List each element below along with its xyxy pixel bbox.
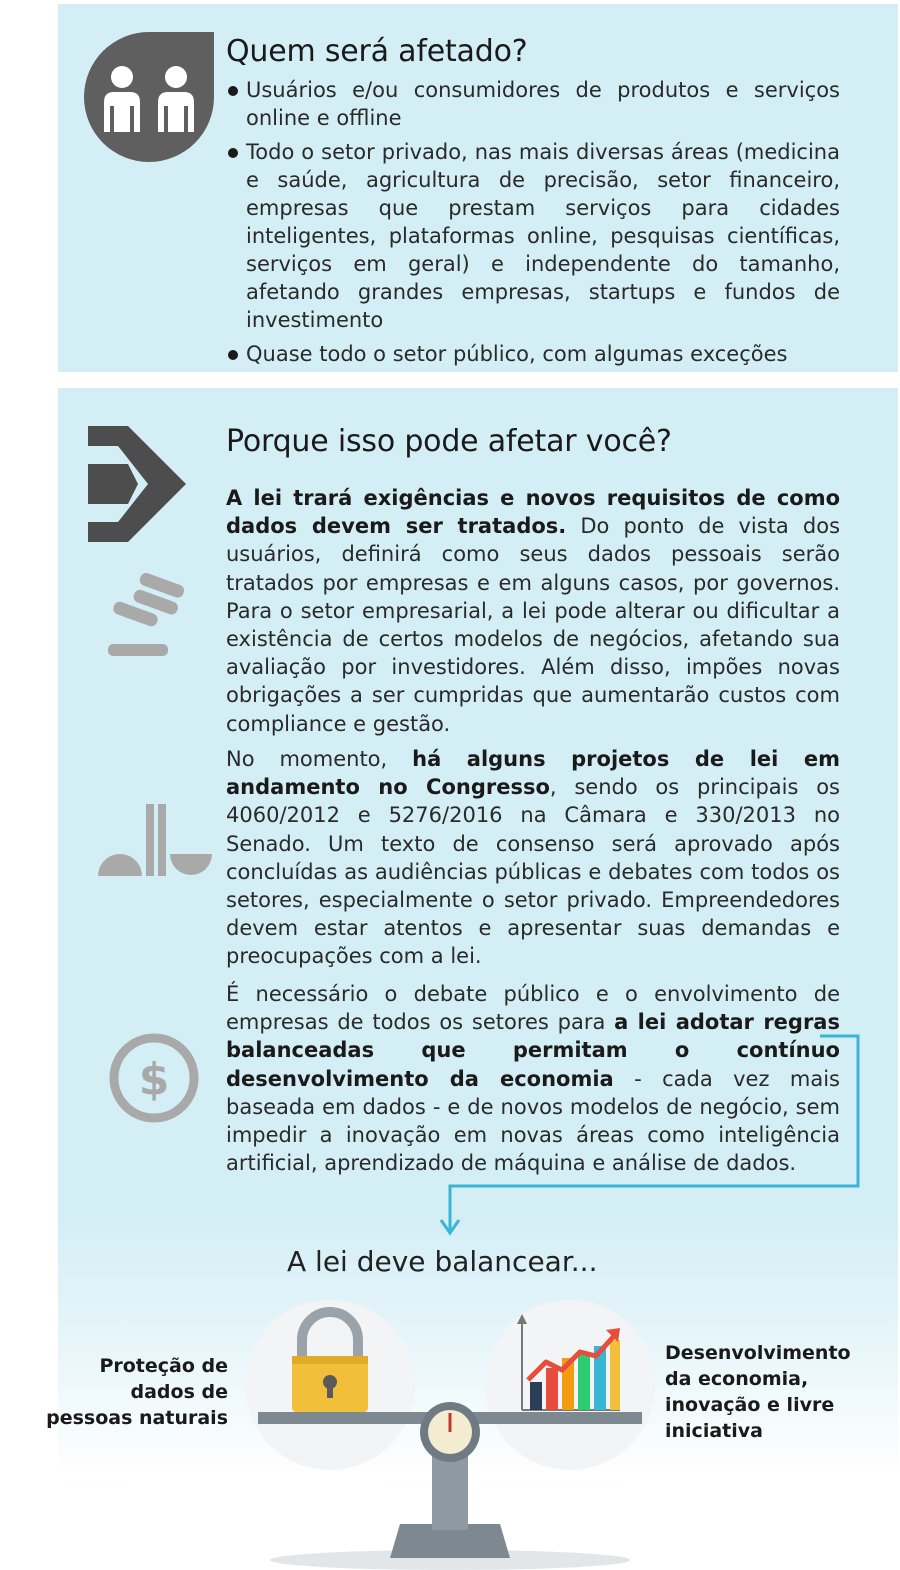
balance-scale-illustration [240, 1300, 660, 1570]
paragraph-text: Do ponto de vista dos usuários, definirá como seus dados pessoais serão tratados por empresas e em alguns casos, por governos. Para o setor empresarial, a lei pode alterar ou dificultar a existência de certos modelos de negócios, afetando sua avaliação por investidores. Além disso, impões novas obrigações a ser cumpridas que aumentarão custos com compliance e gestão. [226, 514, 841, 736]
affected-title: Quem será afetado? [226, 34, 528, 69]
right-label: Desenvolvimento da economia, inovação e livre iniciativa [665, 1342, 851, 1442]
paragraph-text: No momento, [226, 747, 413, 771]
left-label: Proteção de dados de pessoas naturais [46, 1355, 228, 1429]
list-item: Usuários e/ou consumidores de produtos e serviços online e offline [226, 76, 840, 132]
paragraph-bold: há alguns projetos de lei em andamento no Congresso [226, 747, 841, 800]
balance-title: A lei deve balancear... [287, 1245, 598, 1278]
list-item: Quase todo o setor público, com algumas exceções [226, 340, 840, 368]
scale-pans-icon [96, 800, 214, 878]
list-item: Todo o setor privado, nas mais diversas áreas (medicina e saúde, agricultura de precisão, setor financeiro, empresas que prestam serviços para cidades inteligentes, plataformas online, pesquisas científicas, serviços em geral) e independente do tamanho, afetando grandes empresas, startups e fundos de investimento [226, 138, 840, 334]
arrow-right-icon [88, 426, 188, 544]
connector-arrow [440, 1034, 864, 1240]
dollar-coin-icon [108, 1032, 200, 1124]
affected-list [226, 76, 840, 374]
paragraph-text: , sendo os principais os 4060/2012 e 5276/2016 na Câmara e 330/2013 no Senado. Um texto de consenso será aprovado após concluídas as audiências públicas e debates com todos os setores, especialmente o setor privado. Empreendedores devem estar atentos e apresentar suas demandas e preocupações com a lei. [226, 775, 840, 969]
paragraph-text: É necessário o debate público e o envolvimento de empresas de todos os setores para [226, 982, 840, 1035]
people-icon [84, 32, 214, 162]
gavel-icon [104, 572, 194, 662]
paragraph-bold: a lei adotar regras balanceadas que permitam o contínuo desenvolvimento da economia [226, 1010, 840, 1091]
paragraph-bold: A lei trará exigências e novos requisitos de como dados devem ser tratados. [226, 486, 840, 539]
paragraph-bills [226, 745, 840, 971]
paragraph-requirements [226, 484, 840, 738]
impact-title: Porque isso pode afetar você? [226, 424, 672, 459]
svg-text:$: $ [138, 1054, 170, 1105]
paragraph-text: - cada vez mais baseada em dados - e de novos modelos de negócio, sem impedir a inovação em novas áreas como inteligência artificial, aprendizado de máquina e análise de dados. [226, 1066, 840, 1176]
